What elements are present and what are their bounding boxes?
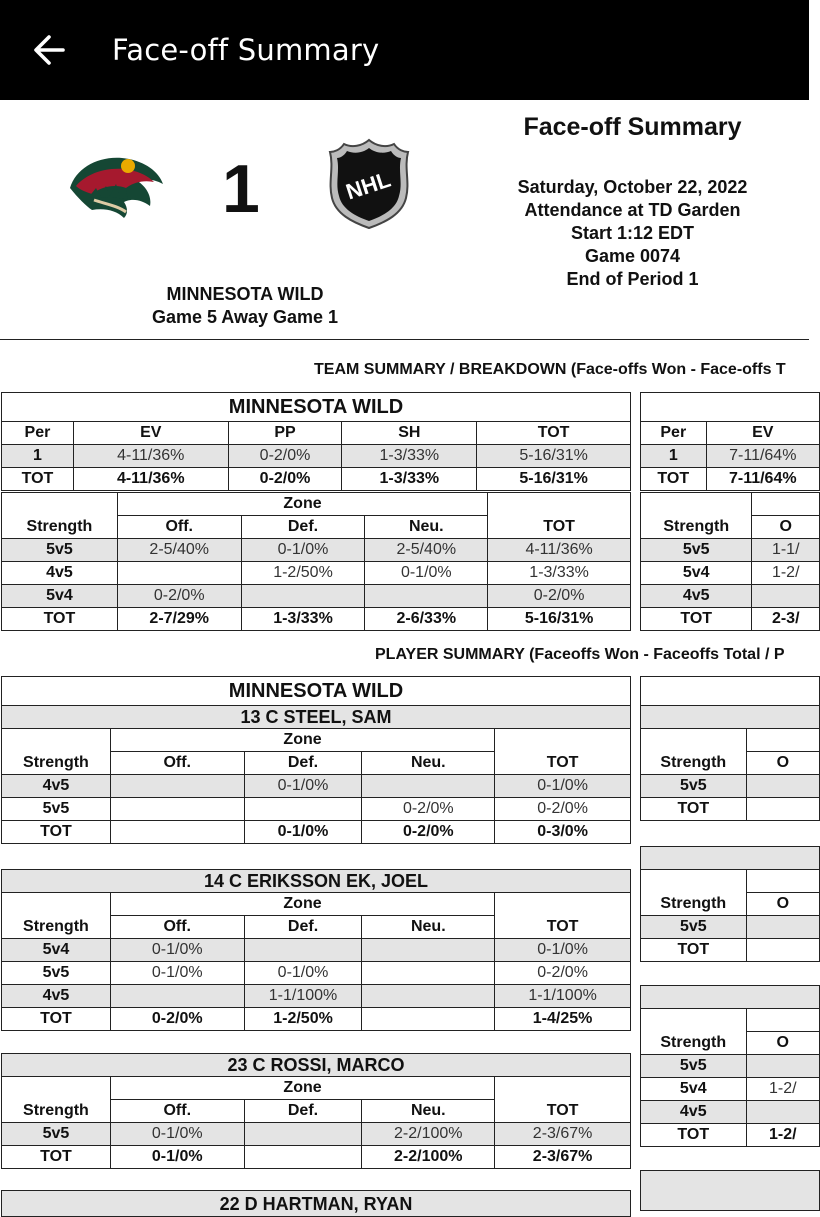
- table-cell: 5v5: [2, 962, 111, 985]
- table-cell: 0-1/0%: [244, 962, 362, 985]
- table-cell: TOT: [641, 1124, 747, 1147]
- table-cell: 5-16/31%: [477, 445, 631, 468]
- nhl-logo: [328, 138, 410, 230]
- team-name: MINNESOTA WILD: [166, 284, 324, 304]
- header-cell: Strength: [641, 1032, 747, 1055]
- table-cell: [362, 985, 495, 1008]
- table-cell: 7-11/64%: [706, 445, 819, 468]
- svg-text:NHL: NHL: [342, 166, 394, 205]
- table-cell: 0-2/0%: [228, 468, 342, 491]
- opponent-player-table-2: [640, 846, 820, 962]
- table-cell: 1-3/33%: [342, 445, 477, 468]
- table-row: [641, 585, 820, 608]
- table-cell: 5v4: [2, 939, 111, 962]
- table-cell: 1: [641, 445, 707, 468]
- header-cell: SH: [342, 422, 477, 445]
- table-cell: 1-2/: [752, 562, 820, 585]
- table-cell: 0-1/0%: [244, 821, 362, 844]
- header-cell: Off.: [110, 1100, 244, 1123]
- table-cell: 0-1/0%: [495, 775, 631, 798]
- header-cell: Per: [641, 422, 707, 445]
- table-cell: 0-1/0%: [110, 962, 244, 985]
- app-bar-title: Face-off Summary: [112, 33, 380, 67]
- table-cell: 1-2/: [746, 1124, 819, 1147]
- table-row: [641, 798, 820, 821]
- header-cell: TOT: [495, 1100, 631, 1123]
- header-cell: O: [746, 893, 819, 916]
- header-cell: Neu.: [365, 516, 488, 539]
- table-cell: TOT: [2, 821, 111, 844]
- table-cell: 4-11/36%: [73, 468, 228, 491]
- table-cell: [110, 775, 244, 798]
- table-cell: [244, 939, 362, 962]
- table-cell: [110, 821, 244, 844]
- header-cell: Neu.: [362, 1100, 495, 1123]
- table-cell: 2-3/67%: [495, 1123, 631, 1146]
- table-row: [641, 1101, 820, 1124]
- header-cell: Per: [2, 422, 74, 445]
- header-cell: O: [746, 1032, 819, 1055]
- table-row: [2, 821, 631, 844]
- table-cell: 5-16/31%: [488, 608, 631, 631]
- table-cell: [746, 916, 819, 939]
- team-period-table: [1, 392, 631, 491]
- table-cell: 0-2/0%: [495, 798, 631, 821]
- table-cell: TOT: [641, 798, 747, 821]
- player-table-steel: [1, 676, 631, 844]
- header-cell: EV: [706, 422, 819, 445]
- player-name: 23 C ROSSI, MARCO: [2, 1054, 631, 1077]
- table-cell: 4v5: [2, 775, 111, 798]
- table-row: [2, 775, 631, 798]
- player-table-rossi: [1, 1053, 631, 1169]
- table-cell: 0-1/0%: [495, 939, 631, 962]
- table-row: [641, 1124, 820, 1147]
- table-cell: [746, 1055, 819, 1078]
- table-cell: [746, 775, 819, 798]
- opponent-period-table: [640, 392, 820, 491]
- table-cell: [362, 775, 495, 798]
- table-cell: TOT: [2, 1146, 111, 1169]
- team-name-cell: MINNESOTA WILD: [2, 677, 631, 706]
- table-cell: 2-3/67%: [495, 1146, 631, 1169]
- table-row: [2, 608, 631, 631]
- table-row: [2, 798, 631, 821]
- table-cell: 2-2/100%: [362, 1146, 495, 1169]
- table-cell: [117, 562, 241, 585]
- header-cell: Strength: [2, 916, 111, 939]
- table-row: [641, 468, 820, 491]
- zone-label: Zone: [117, 493, 487, 516]
- table-cell: 5v5: [2, 1123, 111, 1146]
- table-row: [2, 539, 631, 562]
- table-row: [2, 1008, 631, 1031]
- table-cell: 7-11/64%: [706, 468, 819, 491]
- table-cell: 5v4: [641, 1078, 747, 1101]
- table-row: [2, 1123, 631, 1146]
- zone-label: Zone: [110, 1077, 494, 1100]
- table-row: [641, 916, 820, 939]
- table-cell: 1-2/: [746, 1078, 819, 1101]
- table-cell: 1-2/50%: [244, 1008, 362, 1031]
- table-cell: [362, 939, 495, 962]
- table-cell: 1-1/100%: [495, 985, 631, 1008]
- table-cell: [365, 585, 488, 608]
- back-button[interactable]: [24, 25, 74, 75]
- table-cell: 1-2/50%: [241, 562, 365, 585]
- table-row: [2, 962, 631, 985]
- table-cell: 0-2/0%: [228, 445, 342, 468]
- table-cell: 5v5: [2, 798, 111, 821]
- table-cell: 4v5: [641, 1101, 747, 1124]
- game-number: Game 0074: [584, 246, 681, 266]
- game-date: Saturday, October 22, 2022: [517, 177, 748, 197]
- table-cell: [244, 1146, 362, 1169]
- table-cell: 1-3/33%: [488, 562, 631, 585]
- table-cell: 0-1/0%: [241, 539, 365, 562]
- table-cell: 2-2/100%: [362, 1123, 495, 1146]
- app-bar: [0, 0, 809, 100]
- zone-label: Zone: [110, 893, 494, 916]
- table-cell: [362, 1008, 495, 1031]
- game-header: [0, 100, 809, 340]
- header-cell: Strength: [641, 893, 747, 916]
- table-cell: 1: [2, 445, 74, 468]
- table-row: [2, 562, 631, 585]
- table-row: [641, 939, 820, 962]
- table-cell: 4v5: [2, 562, 118, 585]
- table-row: [641, 539, 820, 562]
- team-name-cell: MINNESOTA WILD: [2, 393, 631, 422]
- table-cell: 5v4: [641, 562, 752, 585]
- table-cell: TOT: [641, 608, 752, 631]
- table-cell: [244, 798, 362, 821]
- score: 1: [222, 151, 260, 227]
- table-cell: 1-1/100%: [244, 985, 362, 1008]
- header-cell: EV: [73, 422, 228, 445]
- team-games: Game 5 Away Game 1: [151, 307, 339, 327]
- zone-label: Zone: [110, 729, 494, 752]
- player-summary-heading: PLAYER SUMMARY (Faceoffs Won - Faceoffs Total / P: [375, 646, 785, 663]
- header-cell: Strength: [641, 752, 747, 775]
- table-cell: 5-16/31%: [477, 468, 631, 491]
- table-cell: 1-1/: [752, 539, 820, 562]
- table-cell: TOT: [2, 1008, 111, 1031]
- table-row: [2, 985, 631, 1008]
- table-cell: TOT: [2, 468, 74, 491]
- table-cell: 0-3/0%: [495, 821, 631, 844]
- table-row: [2, 585, 631, 608]
- table-row: [641, 775, 820, 798]
- player-table-eriksson-ek: [1, 869, 631, 1031]
- table-cell: 5v5: [641, 916, 747, 939]
- game-attendance: Attendance at TD Garden: [524, 200, 741, 220]
- table-row: [2, 468, 631, 491]
- header-cell: Def.: [244, 916, 362, 939]
- header-cell: Off.: [110, 752, 244, 775]
- opponent-player-table-1: [640, 676, 820, 821]
- table-cell: [362, 962, 495, 985]
- table-row: [641, 1055, 820, 1078]
- table-cell: TOT: [641, 468, 707, 491]
- table-cell: 5v5: [2, 539, 118, 562]
- table-cell: TOT: [2, 608, 118, 631]
- table-cell: 0-2/0%: [488, 585, 631, 608]
- table-cell: 2-3/: [752, 608, 820, 631]
- player-name: 14 C ERIKSSON EK, JOEL: [2, 870, 631, 893]
- header-cell: TOT: [488, 516, 631, 539]
- table-cell: 1-4/25%: [495, 1008, 631, 1031]
- table-cell: 5v4: [2, 585, 118, 608]
- table-cell: 2-7/29%: [117, 608, 241, 631]
- table-row: [641, 608, 820, 631]
- report-title: Face-off Summary: [523, 113, 742, 141]
- header-cell: Strength: [2, 1100, 111, 1123]
- table-cell: 5v5: [641, 539, 752, 562]
- team-zone-table: [1, 492, 631, 631]
- player-name: 13 C STEEL, SAM: [2, 706, 631, 729]
- table-cell: [746, 939, 819, 962]
- minnesota-wild-logo: [66, 150, 166, 220]
- table-cell: 1-3/33%: [342, 468, 477, 491]
- table-cell: 2-5/40%: [117, 539, 241, 562]
- table-cell: 0-1/0%: [244, 775, 362, 798]
- table-cell: 0-1/0%: [110, 939, 244, 962]
- player-name: 22 D HARTMAN, RYAN: [2, 1191, 631, 1217]
- table-cell: 0-2/0%: [110, 1008, 244, 1031]
- opponent-player-table-3: [640, 985, 820, 1147]
- header-cell: Def.: [244, 752, 362, 775]
- table-cell: 0-2/0%: [495, 962, 631, 985]
- header-cell: Neu.: [362, 916, 495, 939]
- header-cell: PP: [228, 422, 342, 445]
- game-start: Start 1:12 EDT: [570, 223, 695, 243]
- table-row: [641, 445, 820, 468]
- header-cell: Neu.: [362, 752, 495, 775]
- table-cell: 5v5: [641, 1055, 747, 1078]
- table-cell: [110, 985, 244, 1008]
- table-cell: [746, 798, 819, 821]
- table-cell: 0-2/0%: [362, 821, 495, 844]
- arrow-left-icon: [31, 32, 67, 68]
- header-cell: Def.: [244, 1100, 362, 1123]
- header-cell: O: [746, 752, 819, 775]
- table-cell: 4-11/36%: [488, 539, 631, 562]
- table-cell: 2-6/33%: [365, 608, 488, 631]
- header-cell: Strength: [2, 752, 111, 775]
- table-cell: [110, 798, 244, 821]
- table-cell: [752, 585, 820, 608]
- header-cell: Strength: [641, 516, 752, 539]
- table-cell: TOT: [641, 939, 747, 962]
- game-info: [470, 176, 795, 291]
- table-row: [2, 939, 631, 962]
- team-summary-heading: TEAM SUMMARY / BREAKDOWN (Face-offs Won - Face-offs T: [314, 361, 786, 378]
- table-cell: [746, 1101, 819, 1124]
- header-cell: TOT: [495, 916, 631, 939]
- header-cell: TOT: [477, 422, 631, 445]
- table-cell: 0-1/0%: [365, 562, 488, 585]
- table-row: [2, 1146, 631, 1169]
- header-cell: O: [752, 516, 820, 539]
- table-cell: 0-1/0%: [110, 1123, 244, 1146]
- table-cell: 4v5: [2, 985, 111, 1008]
- team-info: [100, 283, 390, 329]
- table-cell: [241, 585, 365, 608]
- opponent-zone-table: [640, 492, 820, 631]
- player-table-hartman: [1, 1190, 631, 1217]
- table-cell: [244, 1123, 362, 1146]
- game-period: End of Period 1: [566, 269, 699, 289]
- header-cell: Def.: [241, 516, 365, 539]
- table-cell: 4-11/36%: [73, 445, 228, 468]
- header-cell: TOT: [495, 752, 631, 775]
- table-row: [2, 445, 631, 468]
- table-cell: 4v5: [641, 585, 752, 608]
- header-cell: Off.: [110, 916, 244, 939]
- table-cell: 2-5/40%: [365, 539, 488, 562]
- header-cell: Strength: [2, 516, 118, 539]
- opponent-player-table-4: [640, 1170, 820, 1211]
- table-cell: 0-2/0%: [362, 798, 495, 821]
- table-row: [641, 1078, 820, 1101]
- table-cell: 5v5: [641, 775, 747, 798]
- table-cell: 1-3/33%: [241, 608, 365, 631]
- table-row: [641, 562, 820, 585]
- header-cell: Off.: [117, 516, 241, 539]
- table-cell: 0-2/0%: [117, 585, 241, 608]
- table-cell: 0-1/0%: [110, 1146, 244, 1169]
